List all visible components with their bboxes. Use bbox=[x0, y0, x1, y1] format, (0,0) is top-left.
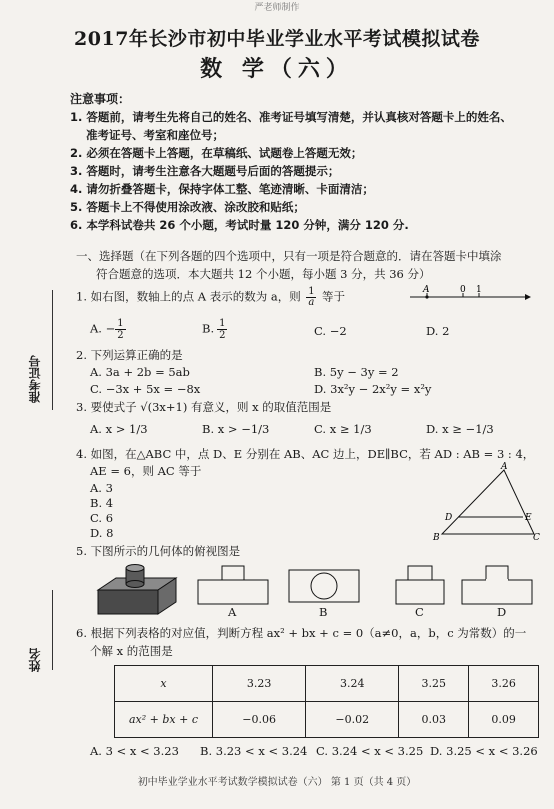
side-rule-upper bbox=[52, 290, 53, 410]
q6-option-c: C. 3.24 < x < 3.25 bbox=[316, 744, 424, 758]
section-intro-line1: 一、选择题（在下列各题的四个选项中，只有一项是符合题意的．请在答题卡中填涂 bbox=[76, 249, 502, 263]
q4-option-b: B. 4 bbox=[90, 496, 114, 510]
table-row-y bbox=[115, 702, 539, 738]
q3-option-a: A. x > 1/3 bbox=[90, 422, 148, 436]
notice-item-1-cont: 准考证号、考室和座位号； bbox=[86, 128, 224, 142]
table-cell: 0.09 bbox=[469, 702, 539, 738]
notice-item-6: 6. 本学科试卷共 26 个小题，考试时量 120 分钟，满分 120 分. bbox=[70, 218, 409, 232]
table-cell: 3.23 bbox=[213, 666, 306, 702]
table-cell: 0.03 bbox=[399, 702, 469, 738]
q6-option-b: B. 3.23 < x < 3.24 bbox=[200, 744, 308, 758]
q5-option-d: D bbox=[497, 605, 507, 619]
tri-label-C: C bbox=[533, 533, 540, 543]
q1-option-c: C. −2 bbox=[314, 324, 347, 338]
view-option-c-figure bbox=[392, 562, 448, 606]
tri-label-E: E bbox=[525, 513, 532, 523]
solid-figure bbox=[92, 562, 182, 622]
view-option-a-figure bbox=[194, 562, 274, 606]
q4-line1: 4. 如图，在△ABC 中，点 D、E 分别在 AB、AC 边上，DE∥BC，若 AD : AB = 3 : 4， bbox=[76, 447, 535, 461]
q6-option-d: D. 3.25 < x < 3.26 bbox=[430, 744, 538, 758]
table-cell: −0.02 bbox=[306, 702, 399, 738]
notice-item-3: 3. 答题时，请考生注意各大题题号后面的答题提示； bbox=[70, 164, 340, 178]
view-option-d-figure bbox=[458, 562, 538, 606]
table-cell: 3.24 bbox=[306, 666, 399, 702]
q3-option-d: D. x ≥ −1/3 bbox=[426, 422, 494, 436]
tri-label-D: D bbox=[445, 513, 453, 523]
notice-heading: 注意事项： bbox=[70, 92, 131, 106]
section-intro-line2: 符合题意的选项．本大题共 12 个小题，每小题 3 分，共 36 分） bbox=[96, 267, 431, 281]
notice-item-5: 5. 答题卡上不得使用涂改液、涂改胶和贴纸； bbox=[70, 200, 305, 214]
q4-option-a: A. 3 bbox=[90, 481, 113, 495]
axis-label-1: 1 bbox=[476, 285, 482, 295]
q5-option-a: A bbox=[228, 605, 237, 619]
q5-option-c: C bbox=[415, 605, 424, 619]
notice-item-4: 4. 请勿折叠答题卡，保持字体工整、笔迹清晰、卡面清洁； bbox=[70, 182, 374, 196]
q1-option-d: D. 2 bbox=[426, 324, 450, 338]
table-cell: 3.26 bbox=[469, 666, 539, 702]
q2-stem: 2. 下列运算正确的是 bbox=[76, 348, 183, 362]
q4-option-d: D. 8 bbox=[90, 526, 114, 540]
notice-item-2: 2. 必须在答题卡上答题，在草稿纸、试题卷上答题无效； bbox=[70, 146, 363, 160]
tri-label-A: A bbox=[501, 462, 508, 472]
side-label-exam-number: 准考证号 bbox=[28, 355, 42, 403]
side-rule-lower bbox=[52, 590, 53, 670]
q2-option-a: A. 3a + 2b = 5ab bbox=[90, 365, 190, 379]
axis-label-0: 0 bbox=[460, 285, 466, 295]
q3-option-c: C. x ≥ 1/3 bbox=[314, 422, 372, 436]
q6-option-a: A. 3 < x < 3.23 bbox=[90, 744, 179, 758]
table-head-x: x bbox=[115, 666, 213, 702]
q6-line2: 个解 x 的范围是 bbox=[90, 644, 173, 658]
page-footer: 初中毕业学业水平考试数学模拟试卷（六） 第 1 页（共 4 页） bbox=[137, 777, 417, 788]
q2-option-b: B. 5y − 3y = 2 bbox=[314, 365, 399, 379]
value-table bbox=[114, 665, 539, 738]
table-row-x bbox=[115, 666, 539, 702]
table-cell: 3.25 bbox=[399, 666, 469, 702]
tri-label-B: B bbox=[433, 533, 440, 543]
side-label-name: 姓名 bbox=[28, 648, 42, 672]
q6-line1: 6. 根据下列表格的对应值，判断方程 ax² + bx + c = 0（a≠0，a，b，c 为常数）的一 bbox=[76, 626, 527, 640]
triangle-figure bbox=[432, 462, 542, 544]
number-line-figure bbox=[405, 283, 535, 307]
axis-label-A: A bbox=[423, 285, 430, 295]
q1-option-a: A. − 1 2 bbox=[90, 318, 124, 341]
top-watermark: 严老师制作 bbox=[254, 3, 300, 13]
q4-line2: AE = 6，则 AC 等于 bbox=[90, 464, 202, 478]
q3-stem: 3. 要使式子 √(3x+1) 有意义，则 x 的取值范围是 bbox=[76, 400, 332, 414]
exam-title: 2017年长沙市初中毕业学业水平考试模拟试卷 bbox=[74, 28, 480, 50]
q2-option-c: C. −3x + 5x = −8x bbox=[90, 382, 201, 396]
q1-stem: 1. 如右图，数轴上的点 A 表示的数为 a，则 1 a 等于 bbox=[76, 286, 346, 308]
notice-item-1: 1. 答题前，请考生先将自己的姓名、准考证号填写清楚，并认真核对答题卡上的姓名、 bbox=[70, 110, 512, 124]
table-cell: −0.06 bbox=[213, 702, 306, 738]
table-head-expr: ax² + bx + c bbox=[115, 702, 213, 738]
q4-option-c: C. 6 bbox=[90, 511, 114, 525]
q5-option-b: B bbox=[319, 605, 328, 619]
q5-stem: 5. 下图所示的几何体的俯视图是 bbox=[76, 544, 241, 558]
view-option-b-figure bbox=[287, 568, 361, 604]
exam-subtitle: 数 学（六） bbox=[200, 56, 354, 82]
q2-option-d: D. 3x²y − 2x²y = x²y bbox=[314, 382, 432, 396]
q3-option-b: B. x > −1/3 bbox=[202, 422, 270, 436]
q1-option-b: B. 1 2 bbox=[202, 318, 226, 341]
